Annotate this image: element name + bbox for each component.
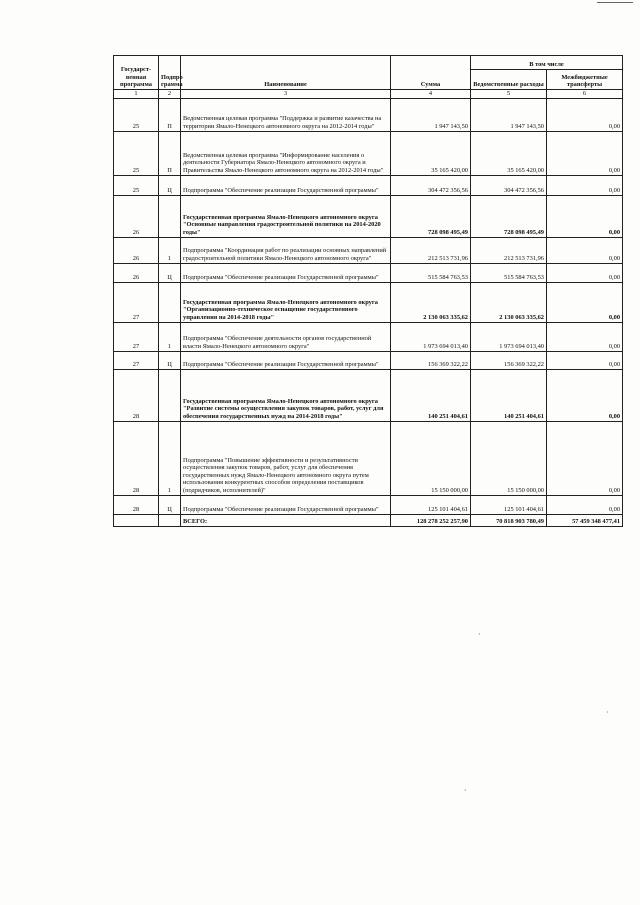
gp-cell: 27 bbox=[114, 322, 159, 351]
scan-speck: · bbox=[464, 786, 467, 795]
budget-table bbox=[113, 55, 623, 527]
table-row bbox=[114, 322, 623, 351]
subprogram-cell: 1 bbox=[159, 421, 181, 495]
subprogram-cell bbox=[159, 195, 181, 237]
departmental-cell: 156 369 322,22 bbox=[471, 351, 547, 369]
table-row bbox=[114, 369, 623, 421]
header-sum: Сумма bbox=[391, 56, 471, 90]
departmental-cell: 1 973 694 013,40 bbox=[471, 322, 547, 351]
transfer-cell: 0,00 bbox=[547, 322, 623, 351]
transfer-cell: 0,00 bbox=[547, 131, 623, 175]
col-number: 3 bbox=[181, 90, 391, 99]
sum-cell: 728 098 495,49 bbox=[391, 195, 471, 237]
subprogram-cell: Ц bbox=[159, 495, 181, 514]
subprogram-cell: 1 bbox=[159, 322, 181, 351]
gp-cell: 28 bbox=[114, 369, 159, 421]
sum-cell: 156 369 322,22 bbox=[391, 351, 471, 369]
col-number: 6 bbox=[547, 90, 623, 99]
table-row bbox=[114, 421, 623, 495]
transfer-cell: 0,00 bbox=[547, 175, 623, 195]
departmental-cell: 2 130 063 335,62 bbox=[471, 282, 547, 322]
name-cell: Подпрограмма "Обеспечение деятельности органов государственной власти Ямало-Ненецкого автономного округа" bbox=[181, 322, 391, 351]
departmental-cell: 1 947 143,50 bbox=[471, 98, 547, 131]
total-label: ВСЕГО: bbox=[181, 514, 391, 526]
subprogram-cell: 1 bbox=[159, 237, 181, 263]
departmental-cell: 125 101 404,61 bbox=[471, 495, 547, 514]
total-row bbox=[114, 514, 623, 526]
header-departmental: Ведомственные расходы bbox=[471, 70, 547, 90]
sum-cell: 125 101 404,61 bbox=[391, 495, 471, 514]
departmental-cell: 304 472 356,56 bbox=[471, 175, 547, 195]
gp-cell: 25 bbox=[114, 131, 159, 175]
total-sum: 128 278 252 257,90 bbox=[391, 514, 471, 526]
header-name: Наименование bbox=[181, 56, 391, 90]
transfer-cell: 0,00 bbox=[547, 421, 623, 495]
name-cell: Подпрограмма "Обеспечение реализации Государственной программы" bbox=[181, 263, 391, 282]
transfer-cell: 0,00 bbox=[547, 351, 623, 369]
gp-cell: 28 bbox=[114, 495, 159, 514]
name-cell: Ведомственная целевая программа "Информирование населения о деятельности Губернатора Ямало-Ненецкого автономного округа и Правительства Ямало-Ненецкого автономного округа на 2012-2014 годы" bbox=[181, 131, 391, 175]
table-row bbox=[114, 282, 623, 322]
sum-cell: 1 973 694 013,40 bbox=[391, 322, 471, 351]
departmental-cell: 515 584 763,53 bbox=[471, 263, 547, 282]
transfer-cell: 0,00 bbox=[547, 237, 623, 263]
header-gp: Государст-венная программа bbox=[114, 56, 159, 90]
gp-cell: 26 bbox=[114, 195, 159, 237]
transfer-cell: 0,00 bbox=[547, 282, 623, 322]
subprogram-cell bbox=[159, 369, 181, 421]
name-cell: Государственная программа Ямало-Ненецкого автономного округа "Организационно-техническое оснащение государственного управления на 2014-2018 годы" bbox=[181, 282, 391, 322]
col-number: 2 bbox=[159, 90, 181, 99]
header-subprogram: Подпро грамма bbox=[159, 56, 181, 90]
sum-cell: 15 150 000,00 bbox=[391, 421, 471, 495]
name-cell: Ведомственная целевая программа "Поддержка и развитие казачества на территории Ямало-Ненецкого автономного округа на 2012-2014 годы" bbox=[181, 98, 391, 131]
scan-artifact-line bbox=[597, 2, 633, 3]
header-including: В том числе bbox=[471, 56, 623, 70]
gp-cell: 27 bbox=[114, 282, 159, 322]
col-number: 5 bbox=[471, 90, 547, 99]
table-row bbox=[114, 263, 623, 282]
sum-cell: 515 584 763,53 bbox=[391, 263, 471, 282]
subprogram-cell: П bbox=[159, 131, 181, 175]
name-cell: Подпрограмма "Обеспечение реализации Государственной программы" bbox=[181, 175, 391, 195]
sum-cell: 1 947 143,50 bbox=[391, 98, 471, 131]
sum-cell: 212 513 731,96 bbox=[391, 237, 471, 263]
transfer-cell: 0,00 bbox=[547, 495, 623, 514]
subprogram-cell: П bbox=[159, 98, 181, 131]
name-cell: Подпрограмма "Повышение эффективности и результативности осуществления закупок товаров, работ, услуг для обеспечения государственных нужд Ямало-Ненецкого автономного округа путем использования конкурентных способов определения поставщиков (подрядчиков, исполнителей)" bbox=[181, 421, 391, 495]
subprogram-cell: Ц bbox=[159, 351, 181, 369]
total-transfer: 57 459 348 477,41 bbox=[547, 514, 623, 526]
gp-cell: 25 bbox=[114, 175, 159, 195]
table-row bbox=[114, 195, 623, 237]
departmental-cell: 15 150 000,00 bbox=[471, 421, 547, 495]
table-row bbox=[114, 175, 623, 195]
departmental-cell: 140 251 404,61 bbox=[471, 369, 547, 421]
scan-speck: · bbox=[606, 708, 609, 717]
gp-cell: 28 bbox=[114, 421, 159, 495]
departmental-cell: 728 098 495,49 bbox=[471, 195, 547, 237]
col-number: 1 bbox=[114, 90, 159, 99]
departmental-cell: 212 513 731,96 bbox=[471, 237, 547, 263]
header-transfers: Межбюджетные трансферты bbox=[547, 70, 623, 90]
total-empty-cell bbox=[159, 514, 181, 526]
transfer-cell: 0,00 bbox=[547, 98, 623, 131]
transfer-cell: 0,00 bbox=[547, 263, 623, 282]
total-empty-cell bbox=[114, 514, 159, 526]
name-cell: Подпрограмма "Обеспечение реализации Государственной программы" bbox=[181, 351, 391, 369]
table-row bbox=[114, 237, 623, 263]
sum-cell: 304 472 356,56 bbox=[391, 175, 471, 195]
col-number: 4 bbox=[391, 90, 471, 99]
table-row bbox=[114, 495, 623, 514]
subprogram-cell: Ц bbox=[159, 263, 181, 282]
gp-cell: 27 bbox=[114, 351, 159, 369]
transfer-cell: 0,00 bbox=[547, 195, 623, 237]
name-cell: Государственная программа Ямало-Ненецкого автономного округа "Основные направления градостроительной политики на 2014-2020 годы" bbox=[181, 195, 391, 237]
name-cell: Подпрограмма "Координация работ по реализации основных направлений градостроительной политики Ямало-Ненецкого автономного округа" bbox=[181, 237, 391, 263]
subprogram-cell: Ц bbox=[159, 175, 181, 195]
scan-speck: · bbox=[478, 630, 481, 639]
gp-cell: 25 bbox=[114, 98, 159, 131]
name-cell: Подпрограмма "Обеспечение реализации Государственной программы" bbox=[181, 495, 391, 514]
total-departmental: 70 818 903 780,49 bbox=[471, 514, 547, 526]
sum-cell: 35 165 420,00 bbox=[391, 131, 471, 175]
transfer-cell: 0,00 bbox=[547, 369, 623, 421]
table-row bbox=[114, 98, 623, 131]
name-cell: Государственная программа Ямало-Ненецкого автономного округа "Развитие системы осуществления закупок товаров, работ, услуг для обеспечения государственных нужд на 2014-2018 годы" bbox=[181, 369, 391, 421]
table-row bbox=[114, 131, 623, 175]
sum-cell: 2 130 063 335,62 bbox=[391, 282, 471, 322]
departmental-cell: 35 165 420,00 bbox=[471, 131, 547, 175]
gp-cell: 26 bbox=[114, 263, 159, 282]
table-row bbox=[114, 351, 623, 369]
gp-cell: 26 bbox=[114, 237, 159, 263]
subprogram-cell bbox=[159, 282, 181, 322]
sum-cell: 140 251 404,61 bbox=[391, 369, 471, 421]
